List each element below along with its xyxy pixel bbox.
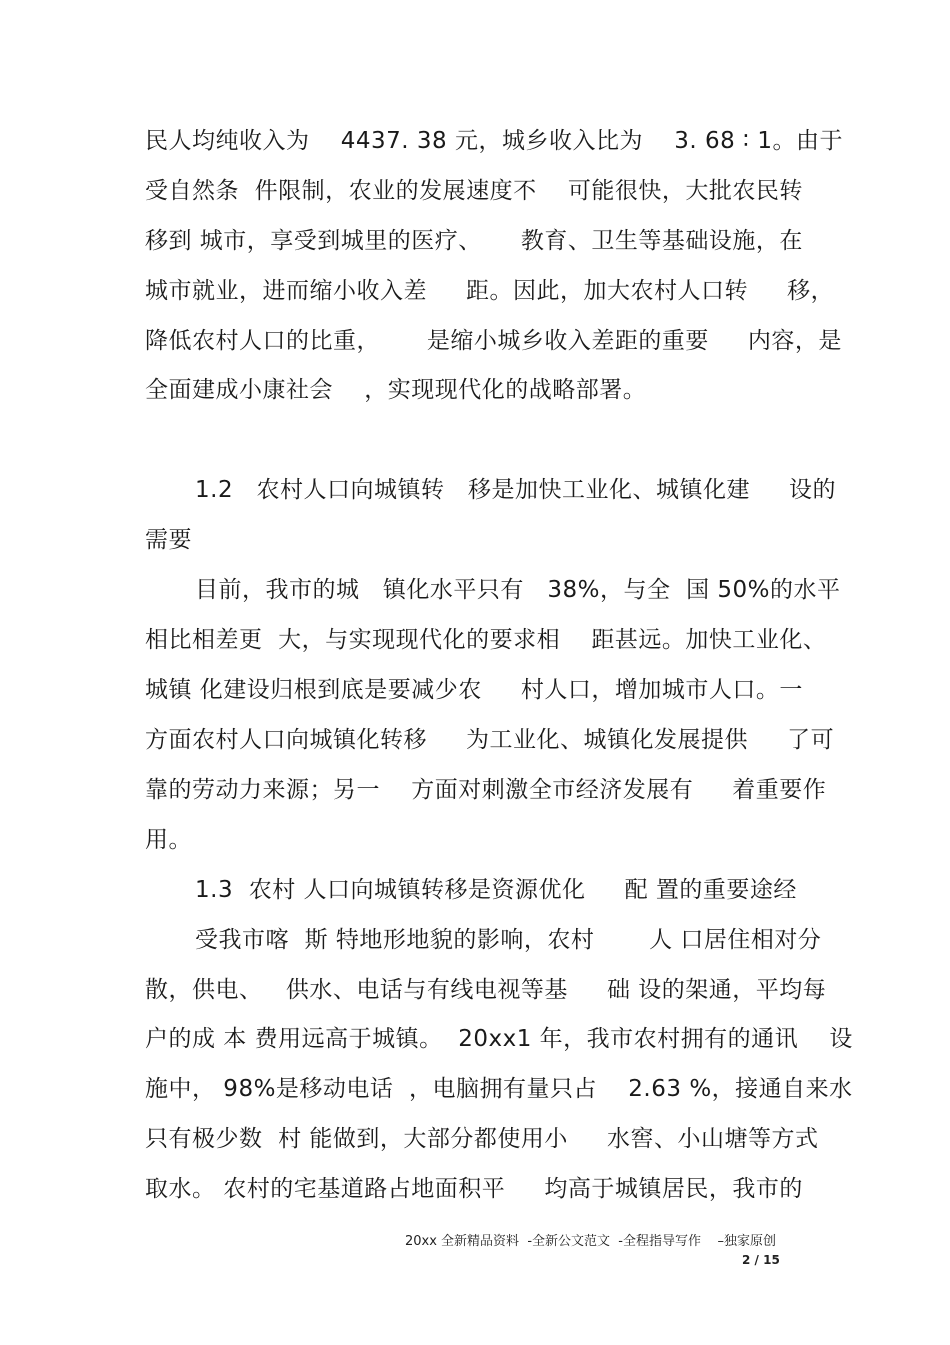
- body-line: 受我市喀 斯 特地形地貌的影响，农村 人 口居住相对分: [195, 927, 822, 953]
- section-heading-1-2-cont: 需要: [145, 527, 192, 553]
- body-line: 施中， 98%是移动电话 ，电脑拥有量只占 2.63 %，接通自来水: [145, 1076, 853, 1102]
- body-line: 城镇 化建设归根到底是要减少农 村人口，增加城市人口。一: [145, 677, 803, 703]
- body-line: 受自然条 件限制，农业的发展速度不 可能很快，大批农民转: [145, 178, 803, 204]
- page-number: 2 / 15: [742, 1253, 780, 1267]
- body-line: 移到 城市，享受到城里的医疗、 教育、卫生等基础设施，在: [145, 228, 803, 254]
- section-heading-1-3: 1.3 农村 人口向城镇转移是资源优化 配 置的重要途经: [195, 877, 797, 903]
- body-line: 方面农村人口向城镇化转移 为工业化、城镇化发展提供 了可: [145, 727, 835, 753]
- body-line: 民人均纯收入为 4437. 38 元，城乡收入比为 3. 68 ∶ 1。由于: [145, 128, 843, 154]
- body-line: 降低农村人口的比重， 是缩小城乡收入差距的重要 内容，是: [145, 328, 842, 354]
- body-line: 城市就业，进而缩小收入差 距。因此，加大农村人口转 移，: [145, 278, 835, 304]
- body-line: 只有极少数 村 能做到，大部分都使用小 水窖、小山塘等方式: [145, 1126, 819, 1152]
- section-heading-1-2: 1.2 农村人口向城镇转 移是加快工业化、城镇化建 设的: [195, 477, 836, 503]
- body-line: 取水。 农村的宅基道路占地面积平 均高于城镇居民，我市的: [145, 1176, 803, 1202]
- body-line: 户的成 本 费用远高于城镇。 20xx1 年，我市农村拥有的通讯 设: [145, 1026, 853, 1052]
- body-line: 相比相差更 大，与实现现代化的要求相 距甚远。加快工业化、: [145, 627, 827, 653]
- body-line: 靠的劳动力来源；另一 方面对刺激全市经济发展有 着重要作: [145, 777, 827, 803]
- body-line: 用。: [145, 827, 192, 853]
- footer-caption: 20xx 全新精品资料 -全新公文范文 -全程指导写作 –独家原创: [405, 1234, 777, 1249]
- body-line: 全面建成小康社会 ，实现现代化的战略部署。: [145, 377, 647, 403]
- body-line: 散，供电、 供水、电话与有线电视等基 础 设的架通，平均每: [145, 977, 827, 1003]
- body-line: 目前，我市的城 镇化水平只有 38%，与全 国 50%的水平: [195, 577, 841, 603]
